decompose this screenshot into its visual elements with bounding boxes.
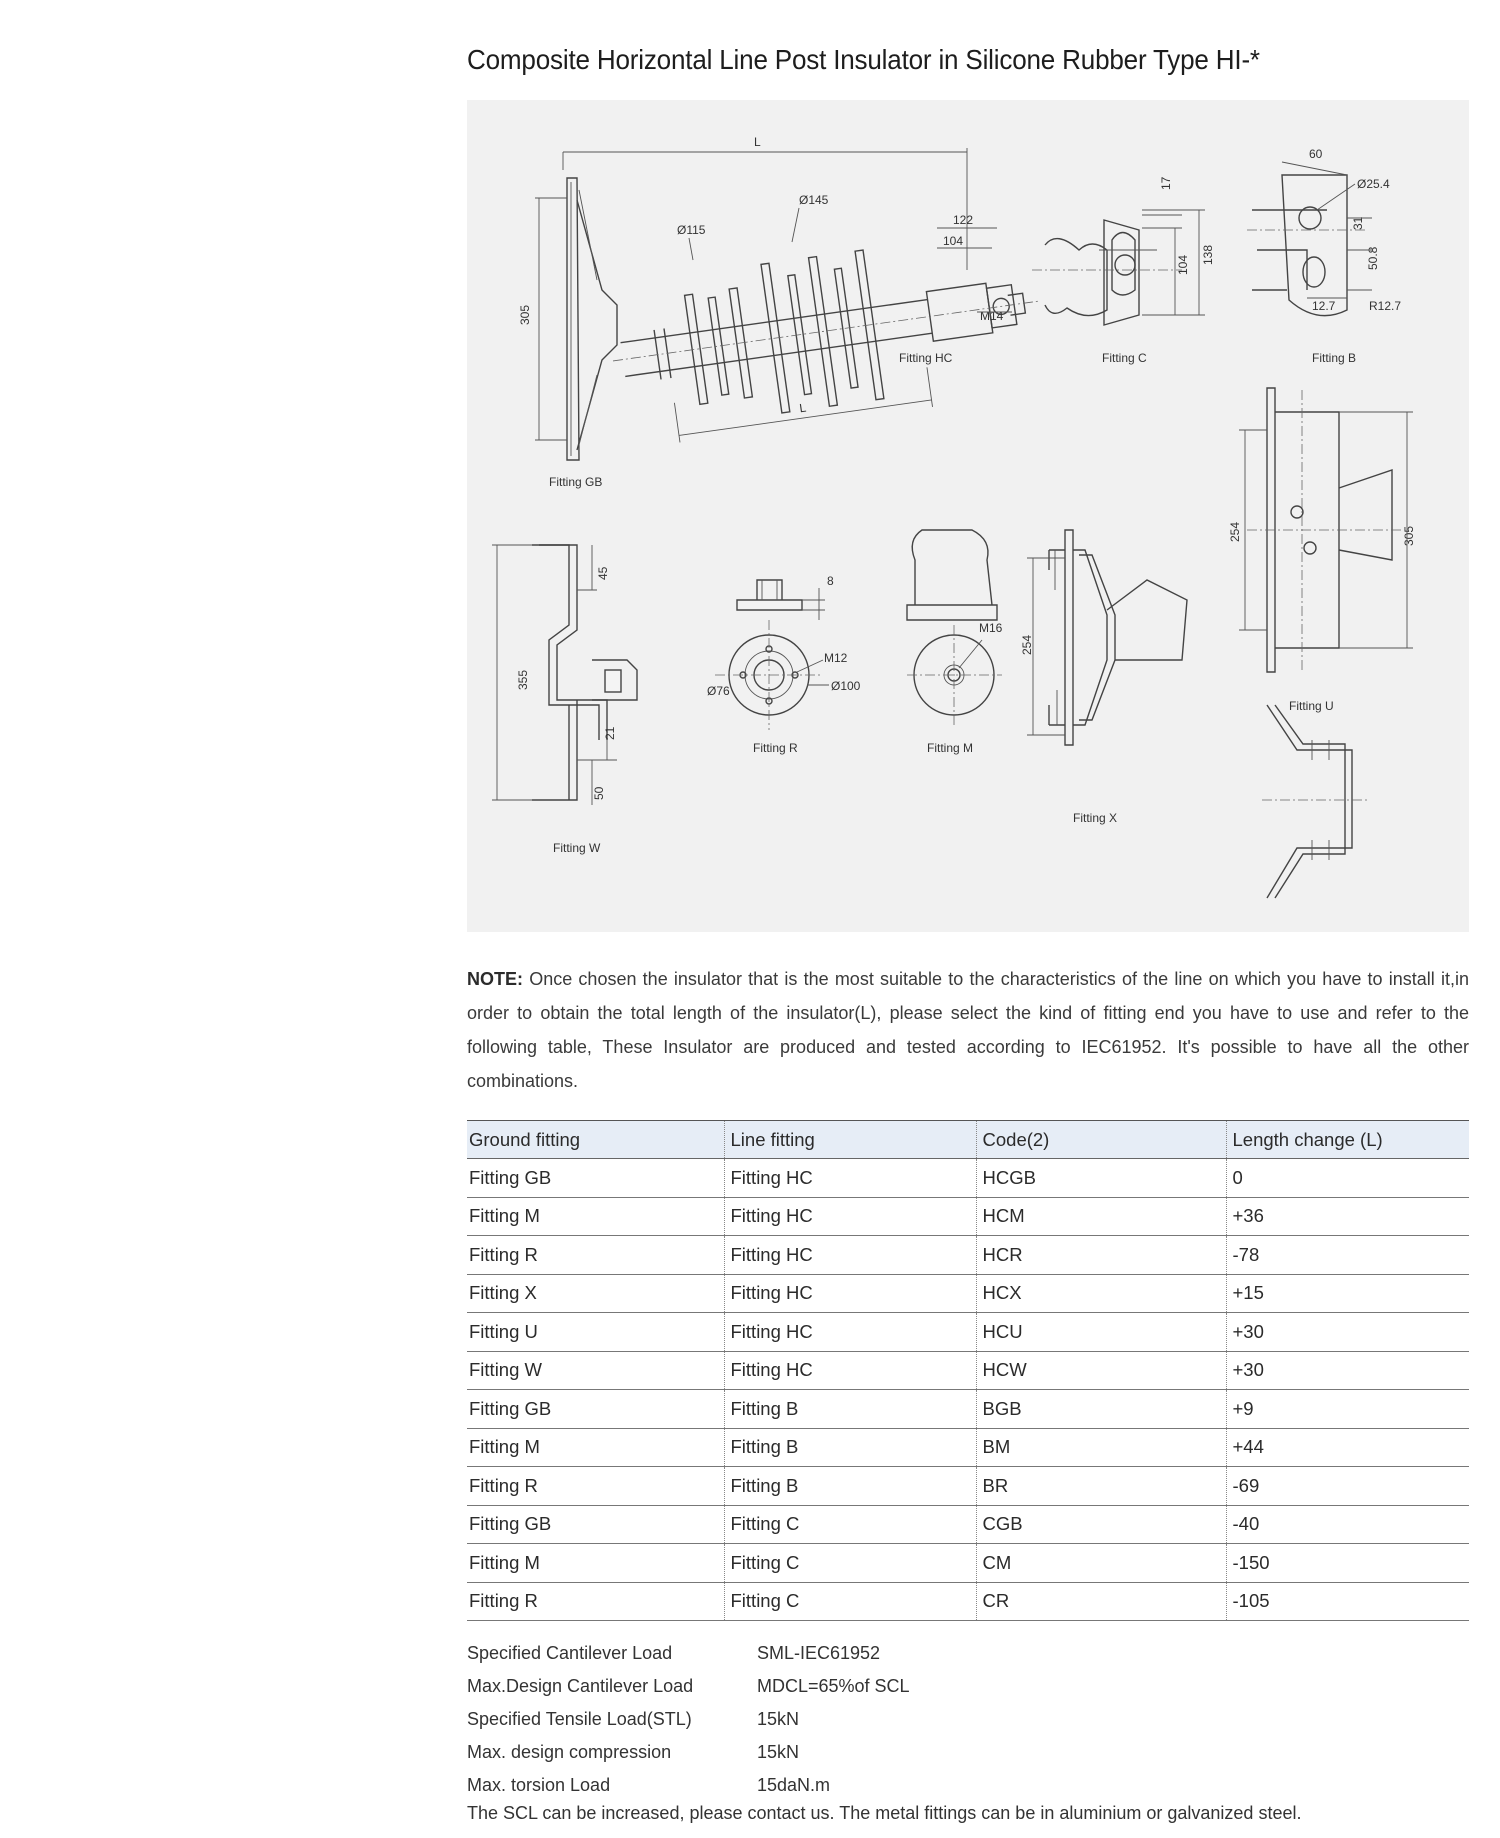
dim-l-top: L bbox=[754, 135, 761, 149]
cell-code: BGB bbox=[976, 1390, 1226, 1429]
cell-length: 0 bbox=[1226, 1159, 1469, 1198]
dim-b-31: 31 bbox=[1351, 216, 1365, 230]
note-label: NOTE: bbox=[467, 969, 523, 989]
cell-ground: Fitting R bbox=[467, 1467, 724, 1506]
label-fitting-gb: Fitting GB bbox=[549, 475, 603, 489]
cell-length: +9 bbox=[1226, 1390, 1469, 1429]
table-row bbox=[467, 1236, 1469, 1275]
cell-ground: Fitting W bbox=[467, 1351, 724, 1390]
cell-ground: Fitting R bbox=[467, 1236, 724, 1275]
table-row bbox=[467, 1505, 1469, 1544]
dim-122: 122 bbox=[953, 213, 974, 227]
table-row bbox=[467, 1428, 1469, 1467]
cell-ground: Fitting GB bbox=[467, 1390, 724, 1429]
table-row bbox=[467, 1313, 1469, 1352]
dim-b-60: 60 bbox=[1309, 147, 1323, 161]
label-fitting-x: Fitting X bbox=[1073, 811, 1118, 825]
cell-ground: Fitting GB bbox=[467, 1505, 724, 1544]
cell-code: CM bbox=[976, 1544, 1226, 1583]
dim-d115: Ø115 bbox=[677, 223, 706, 237]
dim-u-254: 254 bbox=[1228, 521, 1242, 542]
specifications-list bbox=[467, 1637, 1469, 1802]
cell-ground: Fitting M bbox=[467, 1428, 724, 1467]
fitting-r-drawing bbox=[707, 574, 861, 755]
table-row bbox=[467, 1351, 1469, 1390]
cell-line: Fitting B bbox=[724, 1467, 976, 1506]
cell-length: -78 bbox=[1226, 1236, 1469, 1275]
dim-104: 104 bbox=[943, 234, 964, 248]
table-header-row bbox=[467, 1121, 1469, 1159]
table-row bbox=[467, 1582, 1469, 1621]
header-line-fitting: Line fitting bbox=[724, 1121, 976, 1159]
table-row bbox=[467, 1274, 1469, 1313]
cell-line: Fitting B bbox=[724, 1428, 976, 1467]
cell-code: CGB bbox=[976, 1505, 1226, 1544]
dim-r-8: 8 bbox=[827, 574, 834, 588]
label-fitting-w: Fitting W bbox=[553, 841, 601, 855]
cell-length: -40 bbox=[1226, 1505, 1469, 1544]
spec-label: Max.Design Cantilever Load bbox=[467, 1676, 694, 1696]
dim-r-d100: Ø100 bbox=[831, 679, 861, 693]
header-ground-fitting: Ground fitting bbox=[467, 1121, 724, 1159]
dim-w-50: 50 bbox=[592, 786, 606, 800]
header-length-change: Length change (L) bbox=[1226, 1121, 1469, 1159]
cell-ground: Fitting GB bbox=[467, 1159, 724, 1198]
note-text: Once chosen the insulator that is the most suitable to the characteristics of the line on which you have to install it,in order to obtain the total length of the insulator(L), please select the kind of fitting end you have to use and refer to the following table, These Insulator are produced and tested according to IEC61952. It's possible to have all the other combinations. bbox=[467, 969, 1469, 1091]
cell-line: Fitting C bbox=[724, 1544, 976, 1583]
spec-row bbox=[467, 1670, 1469, 1703]
spec-value: MDCL=65%of SCL bbox=[757, 1676, 910, 1696]
table-row bbox=[467, 1544, 1469, 1583]
cell-ground: Fitting M bbox=[467, 1197, 724, 1236]
dim-w-355: 355 bbox=[516, 669, 530, 690]
spec-label: Max. design compression bbox=[467, 1742, 672, 1762]
spec-row bbox=[467, 1703, 1469, 1736]
dim-b-25-4: Ø25.4 bbox=[1357, 177, 1390, 191]
page-title: Composite Horizontal Line Post Insulator in Silicone Rubber Type HI-* bbox=[467, 44, 1260, 75]
dim-r-d76: Ø76 bbox=[707, 684, 730, 698]
dim-u-305: 305 bbox=[1402, 525, 1416, 546]
spec-value: 15kN bbox=[757, 1742, 800, 1762]
footnote: The SCL can be increased, please contact us. The metal fittings can be in aluminium or galvanized steel. bbox=[467, 1803, 1302, 1823]
label-fitting-c: Fitting C bbox=[1102, 351, 1147, 365]
table-row bbox=[467, 1197, 1469, 1236]
cell-line: Fitting C bbox=[724, 1505, 976, 1544]
note-paragraph bbox=[467, 962, 1469, 1098]
cell-line: Fitting HC bbox=[724, 1351, 976, 1390]
cell-code: CR bbox=[976, 1582, 1226, 1621]
fitting-combination-table bbox=[467, 1120, 1469, 1621]
dim-w-21: 21 bbox=[603, 726, 617, 740]
main-insulator-drawing bbox=[518, 135, 1051, 489]
cell-code: HCX bbox=[976, 1274, 1226, 1313]
cell-ground: Fitting M bbox=[467, 1544, 724, 1583]
dim-m-m16: M16 bbox=[979, 621, 1003, 635]
spec-row bbox=[467, 1736, 1469, 1769]
table-row bbox=[467, 1159, 1469, 1198]
cell-length: +36 bbox=[1226, 1197, 1469, 1236]
cell-code: HCU bbox=[976, 1313, 1226, 1352]
cell-length: +30 bbox=[1226, 1351, 1469, 1390]
dim-x-254: 254 bbox=[1020, 634, 1034, 655]
spec-label: Specified Tensile Load(STL) bbox=[467, 1709, 692, 1729]
label-fitting-r: Fitting R bbox=[753, 741, 798, 755]
label-fitting-hc: Fitting HC bbox=[899, 351, 953, 365]
table-row bbox=[467, 1390, 1469, 1429]
spec-row bbox=[467, 1769, 1469, 1802]
cell-code: BM bbox=[976, 1428, 1226, 1467]
label-fitting-b: Fitting B bbox=[1312, 351, 1357, 365]
cell-code: HCM bbox=[976, 1197, 1226, 1236]
label-fitting-m: Fitting M bbox=[927, 741, 974, 755]
cell-line: Fitting B bbox=[724, 1390, 976, 1429]
fitting-x-drawing bbox=[1020, 530, 1187, 825]
cell-line: Fitting HC bbox=[724, 1159, 976, 1198]
cell-ground: Fitting U bbox=[467, 1313, 724, 1352]
dim-c-138: 138 bbox=[1201, 244, 1215, 265]
cell-line: Fitting HC bbox=[724, 1274, 976, 1313]
cell-ground: Fitting R bbox=[467, 1582, 724, 1621]
dim-b-r12-7: R12.7 bbox=[1369, 299, 1402, 313]
dim-b-12-7: 12.7 bbox=[1312, 299, 1336, 313]
cell-line: Fitting HC bbox=[724, 1313, 976, 1352]
dim-gb-305: 305 bbox=[518, 304, 532, 325]
cell-code: HCW bbox=[976, 1351, 1226, 1390]
dim-w-45: 45 bbox=[596, 566, 610, 580]
cell-length: +44 bbox=[1226, 1428, 1469, 1467]
header-code: Code(2) bbox=[976, 1121, 1226, 1159]
spec-label: Specified Cantilever Load bbox=[467, 1643, 673, 1663]
spec-row bbox=[467, 1637, 1469, 1670]
technical-drawing bbox=[467, 100, 1469, 932]
dim-l-bottom: L bbox=[798, 400, 808, 416]
cell-length: -69 bbox=[1226, 1467, 1469, 1506]
dim-b-50-8: 50.8 bbox=[1366, 246, 1380, 270]
dim-c-17: 17 bbox=[1159, 176, 1173, 190]
fitting-b-drawing bbox=[1247, 147, 1401, 365]
fitting-c-drawing bbox=[1032, 176, 1215, 365]
dim-m14: M14 bbox=[980, 309, 1004, 323]
cell-length: -150 bbox=[1226, 1544, 1469, 1583]
fitting-u-drawing bbox=[1228, 388, 1416, 898]
cell-ground: Fitting X bbox=[467, 1274, 724, 1313]
fitting-m-drawing bbox=[907, 530, 1003, 755]
cell-length: -105 bbox=[1226, 1582, 1469, 1621]
cell-length: +30 bbox=[1226, 1313, 1469, 1352]
spec-label: Max. torsion Load bbox=[467, 1775, 611, 1795]
cell-line: Fitting C bbox=[724, 1582, 976, 1621]
dim-r-m12: M12 bbox=[824, 651, 848, 665]
cell-line: Fitting HC bbox=[724, 1197, 976, 1236]
table-row bbox=[467, 1467, 1469, 1506]
cell-length: +15 bbox=[1226, 1274, 1469, 1313]
spec-value: 15daN.m bbox=[757, 1775, 831, 1795]
cell-code: HCR bbox=[976, 1236, 1226, 1275]
label-fitting-u: Fitting U bbox=[1289, 699, 1334, 713]
dim-d145: Ø145 bbox=[799, 193, 829, 207]
fitting-w-drawing bbox=[492, 545, 637, 855]
dim-c-104: 104 bbox=[1176, 254, 1190, 275]
spec-value: 15kN bbox=[757, 1709, 800, 1729]
cell-code: BR bbox=[976, 1467, 1226, 1506]
cell-code: HCGB bbox=[976, 1159, 1226, 1198]
cell-line: Fitting HC bbox=[724, 1236, 976, 1275]
spec-value: SML-IEC61952 bbox=[757, 1643, 881, 1663]
